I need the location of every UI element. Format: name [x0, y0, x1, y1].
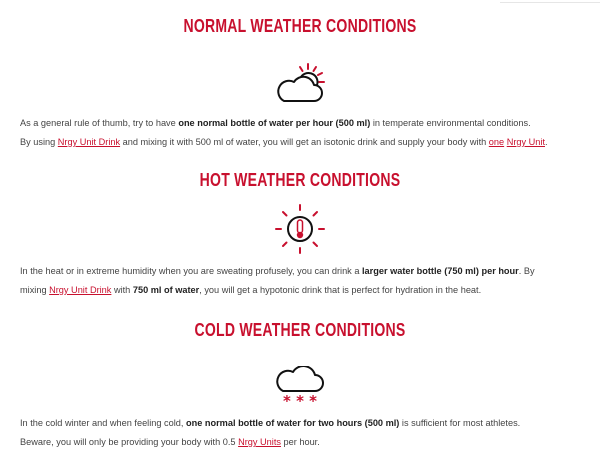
bold-text: larger water bottle (750 ml) per hour: [362, 266, 519, 276]
sun-cloud-icon: [0, 60, 600, 111]
text: per hour.: [280, 437, 320, 447]
text: In the heat or in extreme humidity when you are sweating profusely, you can drink a: [20, 266, 362, 276]
section-title: NORMAL WEATHER CONDITIONS: [183, 16, 417, 36]
sun-thermometer-icon: [0, 204, 600, 259]
text: mixing: [20, 285, 50, 295]
cold-weather-text: [20, 414, 590, 452]
bold-text: one normal bottle of water per hour (500 ml): [178, 118, 371, 128]
section-normal-weather: [0, 16, 600, 37]
text: By using: [20, 137, 58, 147]
nrgy-unit-drink-link[interactable]: Nrgy Unit Drink: [57, 137, 121, 147]
normal-weather-text: [20, 114, 590, 152]
text: , you will get a hypotonic drink that is perfect for hydration in the heat.: [199, 285, 482, 295]
text: .: [545, 137, 548, 147]
cloud-snow-icon: [0, 366, 600, 411]
section-title: HOT WEATHER CONDITIONS: [199, 170, 401, 190]
text: in temperate environmental conditions.: [370, 118, 531, 128]
nrgy-unit-link[interactable]: Nrgy Unit: [506, 137, 545, 147]
text: with: [111, 285, 133, 295]
hot-weather-text: [20, 262, 590, 300]
top-divider: [500, 2, 600, 3]
section-cold-weather: [0, 320, 600, 341]
text: Beware, you will only be providing your body with 0.5: [20, 437, 239, 447]
one-link[interactable]: one: [488, 137, 505, 147]
section-title: COLD WEATHER CONDITIONS: [194, 320, 406, 340]
bold-text: 750 ml of water: [132, 285, 200, 295]
text: In the cold winter and when feeling cold,: [20, 418, 186, 428]
bold-text: one normal bottle of water for two hours (500 ml): [186, 418, 400, 428]
text: . By: [518, 266, 535, 276]
nrgy-unit-drink-link[interactable]: Nrgy Unit Drink: [49, 285, 112, 295]
nrgy-units-link[interactable]: Nrgy Units: [238, 437, 281, 447]
svg-text:* * *: * * *: [283, 392, 317, 406]
text: and mixing it with 500 ml of water, you will get an isotonic drink and supply your body with: [120, 137, 489, 147]
text: is sufficient for most athletes.: [399, 418, 521, 428]
section-hot-weather: [0, 170, 600, 191]
text: As a general rule of thumb, try to have: [20, 118, 179, 128]
